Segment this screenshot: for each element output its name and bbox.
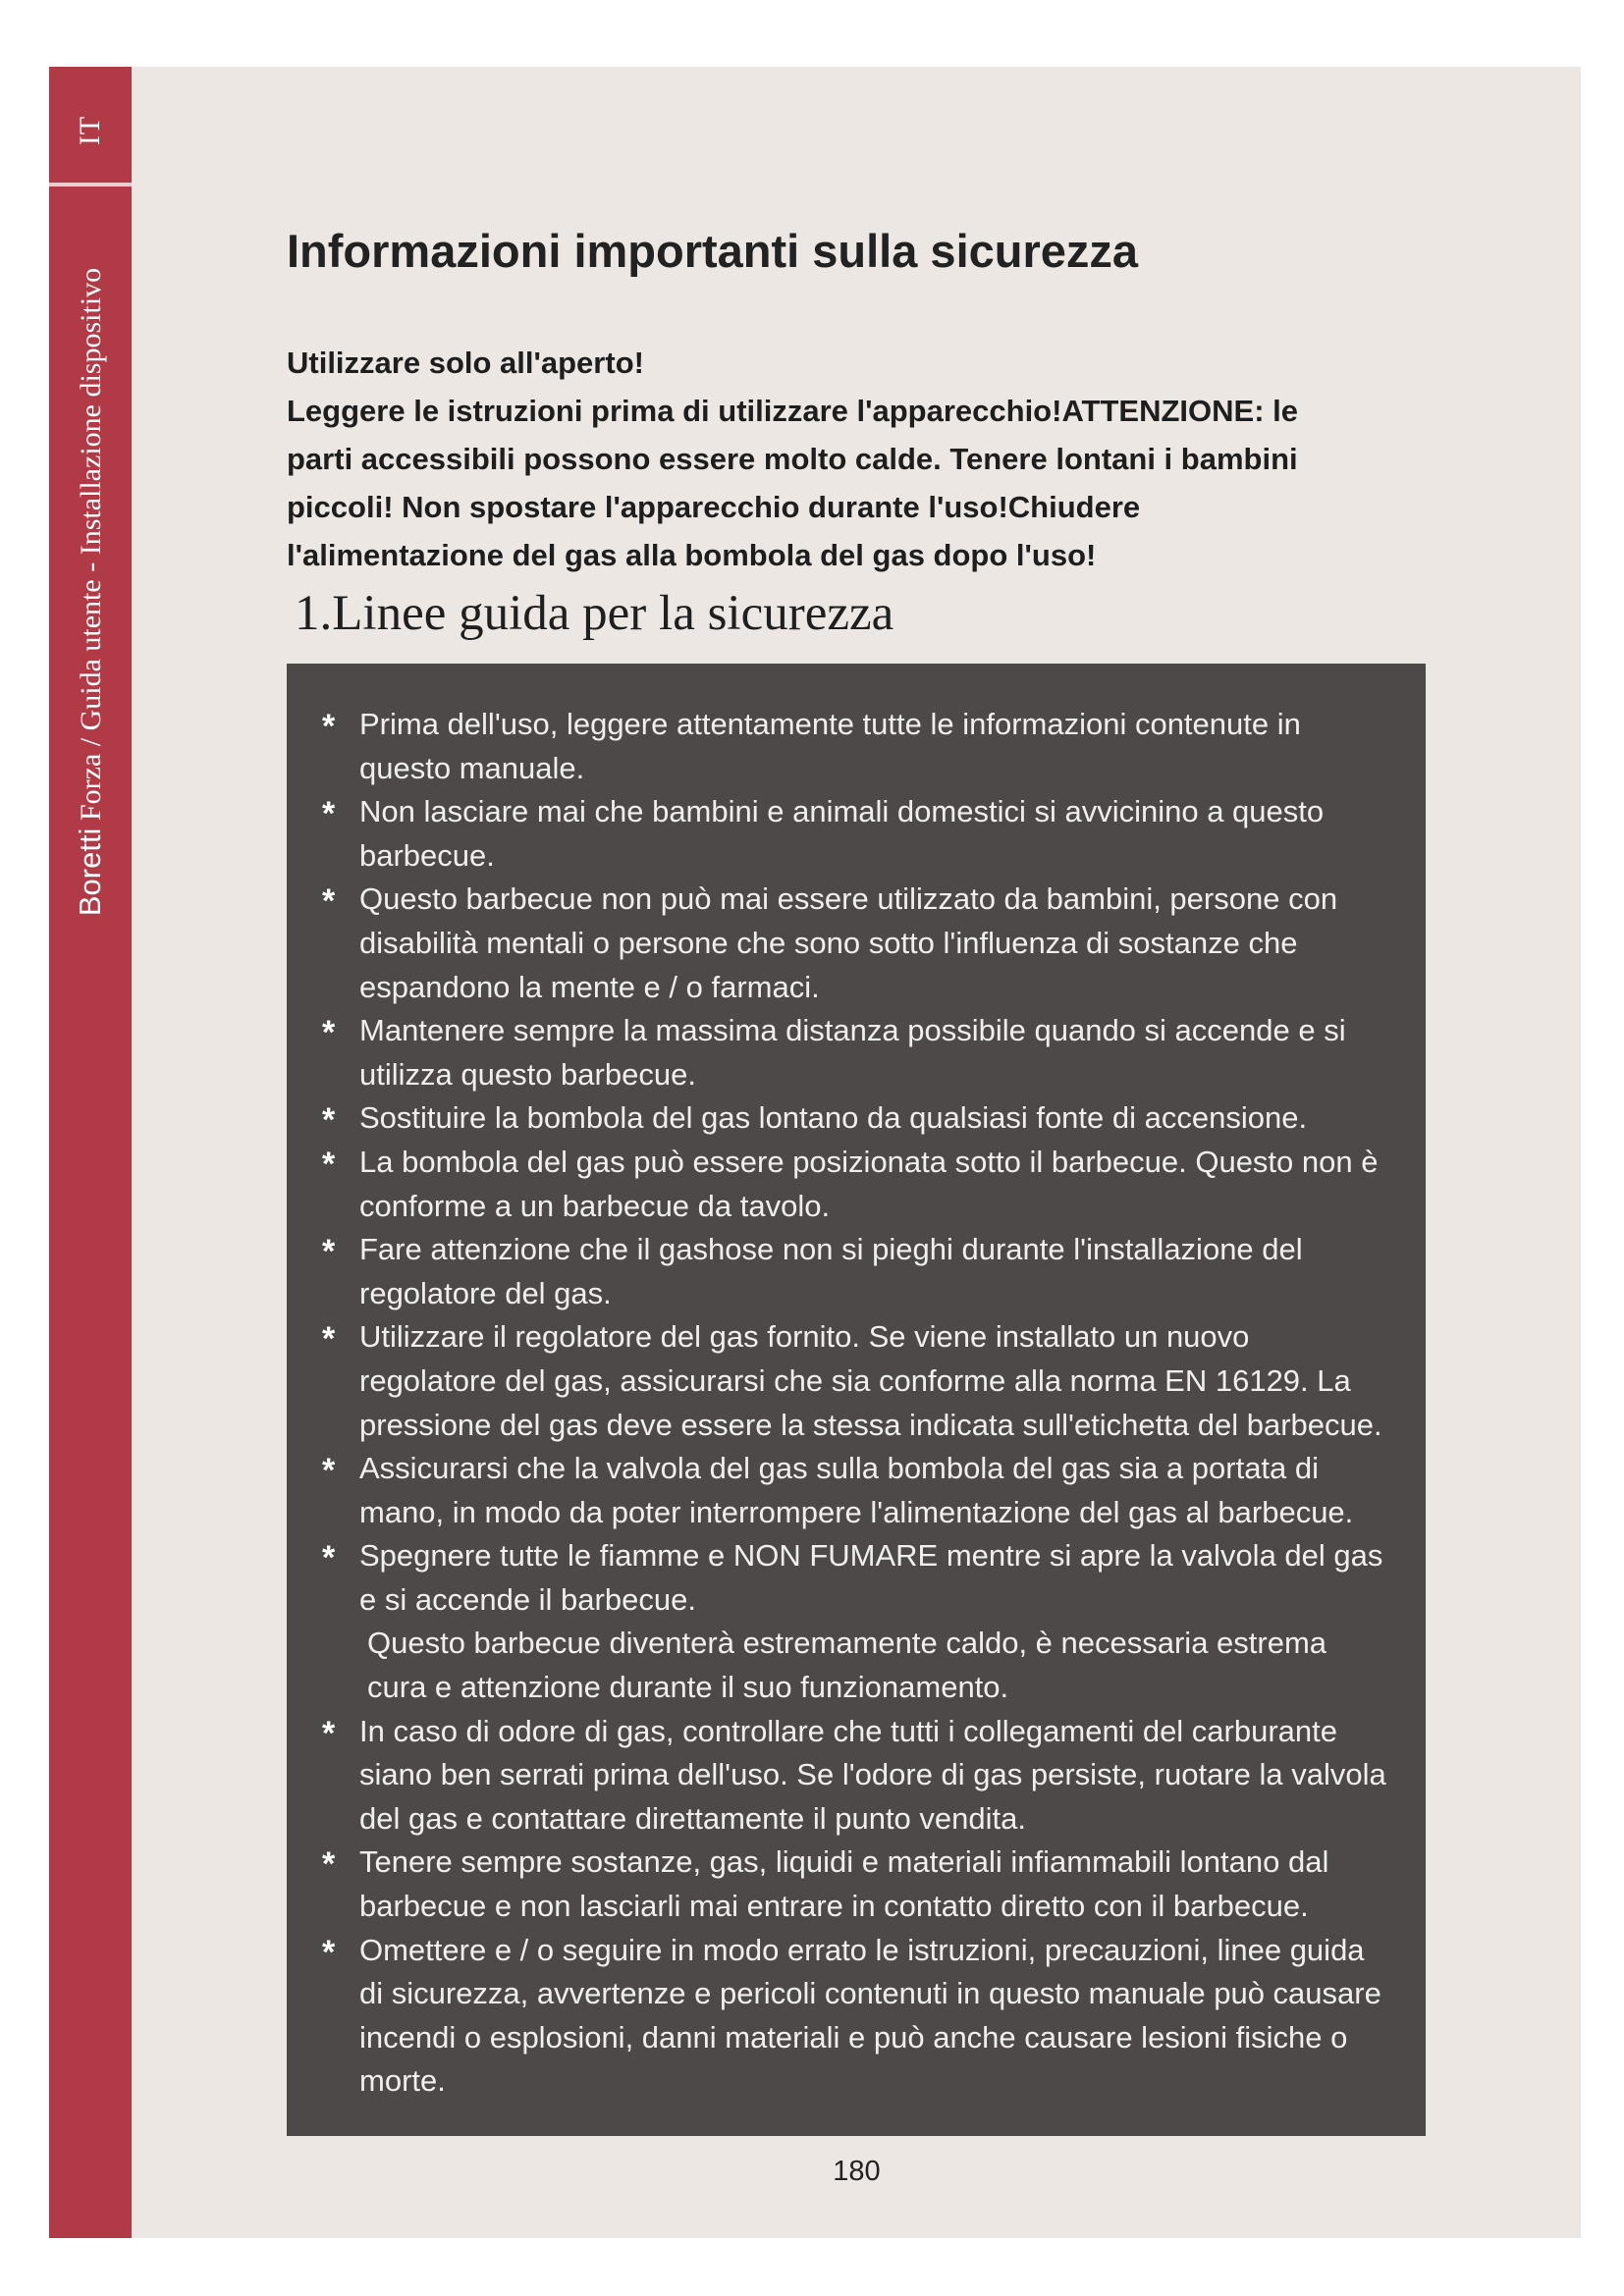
guideline-item: * Non lasciare mai che bambini e animali domestici si avvicinino a questo barbecue. — [322, 790, 1386, 878]
guideline-item: * Mantenere sempre la massima distanza possibile quando si accende e si utilizza questo barbecue. — [322, 1009, 1386, 1096]
guideline-item: * Utilizzare il regolatore del gas fornito. Se viene installato un nuovo regolatore del gas, assicurarsi che sia conforme alla norma EN 16129. La pressione del gas deve essere la stessa indicata sull'etichetta del barbecue. — [322, 1315, 1386, 1447]
running-title — [73, 268, 108, 916]
safety-warning — [287, 339, 1347, 579]
warning-outdoor: Utilizzare solo all'aperto! — [287, 346, 644, 380]
guideline-item: * Tenere sempre sostanze, gas, liquidi e materiali infiammabili lontano dal barbecue e non lasciarli mai entrare in contatto diretto con il barbecue. — [322, 1841, 1386, 1928]
guideline-continuation: Questo barbecue diventerà estremamente caldo, è necessaria estrema cura e attenzione durante il suo funzionamento. — [367, 1626, 1327, 1705]
guideline-item: * Spegnere tutte le fiamme e NON FUMARE mentre si apre la valvola del gas e si accende il barbecue. — [322, 1534, 1386, 1622]
section-title: 1.Linee guida per la sicurezza — [295, 586, 894, 641]
warning-instructions: Leggere le istruzioni prima di utilizzare l'apparecchio!ATTENZIONE: le parti accessibili possono essere molto calde. Tenere lontani i bambini piccoli! Non spostare l'apparecchio durante l'uso!Chiudere l'alimentazione del gas alla bombola del gas dopo l'uso! — [287, 394, 1298, 572]
language-label: IT — [74, 115, 106, 146]
page-number: 180 — [833, 2156, 881, 2187]
guideline-item: * In caso di odore di gas, controllare che tutti i collegamenti del carburante siano ben serrati prima dell'uso. Se l'odore di gas persiste, ruotare la valvola del gas e contattare direttamente il punto vendita. — [322, 1710, 1386, 1842]
guidelines-list — [322, 703, 1386, 2104]
guideline-item: * La bombola del gas può essere posizionata sotto il barbecue. Questo non è conforme a un barbecue da tavolo. — [322, 1141, 1386, 1228]
guideline-item: * Prima dell'uso, leggere attentamente tutte le informazioni contenute in questo manuale. — [322, 703, 1386, 790]
guideline-item: * Omettere e / o seguire in modo errato le istruzioni, precauzioni, linee guida di sicurezza, avvertenze e pericoli contenuti in questo manuale può causare incendi o esplosioni, danni materiali e può anche causare lesioni fisiche o morte. — [322, 1929, 1386, 2104]
page-title: Informazioni importanti sulla sicurezza — [287, 225, 1139, 277]
guideline-item: * Fare attenzione che il gashose non si pieghi durante l'installazione del regolatore del gas. — [322, 1228, 1386, 1315]
guideline-item: * Assicurarsi che la valvola del gas sulla bombola del gas sia a portata di mano, in modo da poter interrompere l'alimentazione del gas al barbecue. — [322, 1447, 1386, 1534]
safety-guidelines-box — [287, 664, 1426, 2136]
guideline-item: * Sostituire la bombola del gas lontano da qualsiasi fonte di accensione. — [322, 1096, 1386, 1141]
side-tab-divider — [49, 183, 132, 187]
brand-name: Boretti — [73, 828, 107, 917]
running-title-text: Forza / Guida utente - Installazione dispositivo — [75, 267, 107, 828]
guideline-item: * Questo barbecue non può mai essere utilizzato da bambini, persone con disabilità mentali o persone che sono sotto l'influenza di sostanze che espandono la mente e / o farmaci. — [322, 878, 1386, 1009]
